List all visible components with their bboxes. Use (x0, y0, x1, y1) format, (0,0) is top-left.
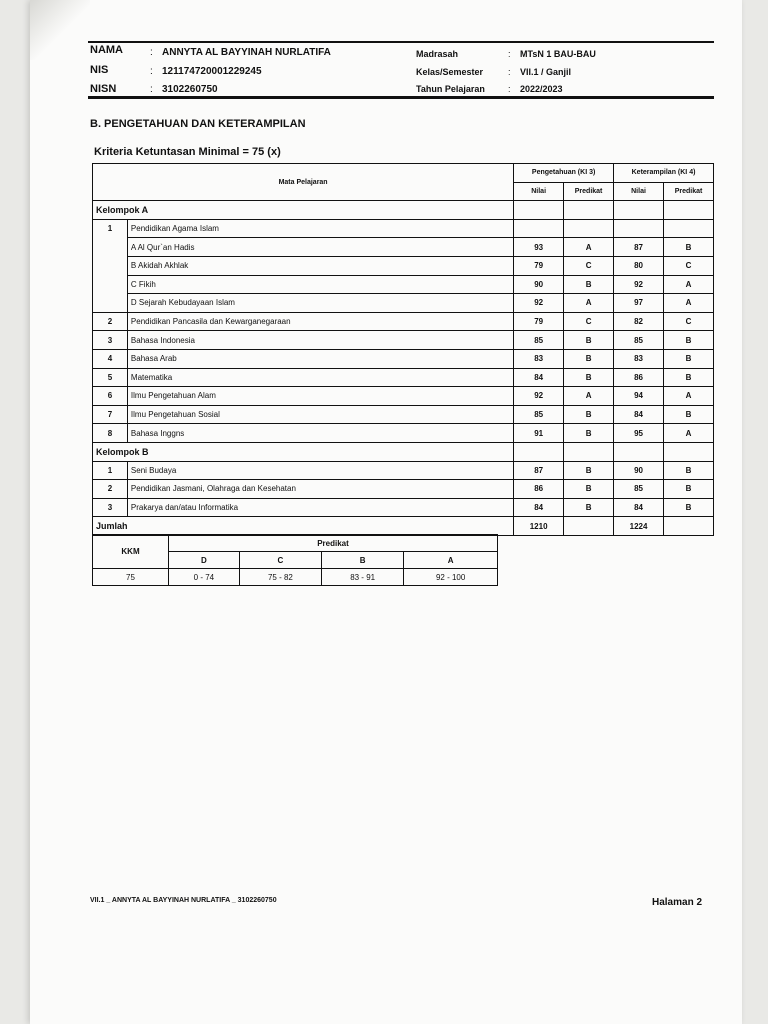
table-row (93, 387, 714, 406)
predikat-ki4: B (664, 498, 714, 517)
nilai-ki3: 93 (514, 238, 564, 257)
row-no: 3 (93, 331, 128, 350)
subject-name: Bahasa Inggns (127, 424, 513, 443)
nilai-ki4: 97 (614, 294, 664, 313)
subject-name: C Fikih (127, 275, 513, 294)
range-b: 83 - 91 (322, 569, 404, 586)
predikat-ki4: C (664, 312, 714, 331)
nilai-ki3: 87 (514, 461, 564, 480)
predikat-ki4: C (664, 256, 714, 275)
predikat-ki3: C (564, 256, 614, 275)
subject-name: Bahasa Arab (127, 349, 513, 368)
tahun-value: 2022/2023 (520, 84, 563, 94)
table-row (93, 349, 714, 368)
subject-name: A Al Qur`an Hadis (127, 238, 513, 257)
predikat-ki3: B (564, 368, 614, 387)
subject-name: Pendidikan Pancasila dan Kewarganegaraan (127, 312, 513, 331)
nilai-ki4: 92 (614, 275, 664, 294)
nisn-colon: : (150, 84, 153, 95)
grade-d: D (169, 552, 240, 569)
nisn-value: 3102260750 (162, 84, 218, 95)
madrasah-value: MTsN 1 BAU-BAU (520, 49, 596, 59)
subject-name: Seni Budaya (127, 461, 513, 480)
nilai-ki3: 79 (514, 312, 564, 331)
row-no: 2 (93, 312, 128, 331)
predikat-ki3: B (564, 331, 614, 350)
predikat-ki3: B (564, 405, 614, 424)
predikat-ki4: B (664, 480, 714, 499)
row-no: 6 (93, 387, 128, 406)
nis-label: NIS (90, 64, 109, 76)
subject-name: D Sejarah Kebudayaan Islam (127, 294, 513, 313)
range-a: 92 - 100 (404, 569, 498, 586)
table-row (93, 275, 714, 294)
table-row (93, 405, 714, 424)
subject-name: Pendidikan Jasmani, Olahraga dan Kesehatan (127, 480, 513, 499)
row-no: 3 (93, 498, 128, 517)
kkm-heading: Kriteria Ketuntasan Minimal = 75 (x) (94, 146, 281, 158)
nilai-ki3: 84 (514, 368, 564, 387)
nilai-ki3: 92 (514, 294, 564, 313)
col-nilai-ki4: Nilai (614, 182, 664, 201)
col-predikat-ki3: Predikat (564, 182, 614, 201)
section-title: B. PENGETAHUAN DAN KETERAMPILAN (90, 118, 306, 130)
page-fold (30, 0, 90, 60)
jumlah-row (93, 517, 714, 536)
nilai-ki3: 91 (514, 424, 564, 443)
row-no: 4 (93, 349, 128, 368)
group-label-a: Kelompok A (93, 201, 514, 220)
predikat-ki3: C (564, 312, 614, 331)
grades-table (92, 163, 714, 536)
predikat-ki3: B (564, 498, 614, 517)
kelas-value: VII.1 / Ganjil (520, 67, 572, 77)
range-d: 0 - 74 (169, 569, 240, 586)
predikat-header: Predikat (169, 535, 498, 552)
table-row (93, 368, 714, 387)
nilai-ki3: 79 (514, 256, 564, 275)
predikat-ki4: A (664, 387, 714, 406)
nama-colon: : (150, 47, 153, 58)
jumlah-ki4: 1224 (614, 517, 664, 536)
col-pengetahuan: Pengetahuan (KI 3) (514, 164, 614, 183)
predikat-ki4: B (664, 405, 714, 424)
range-c: 75 - 82 (239, 569, 321, 586)
subject-name: Bahasa Indonesia (127, 331, 513, 350)
row-no: 2 (93, 480, 128, 499)
col-mata-pelajaran: Mata Pelajaran (93, 164, 514, 201)
nilai-ki4: 84 (614, 498, 664, 517)
kkm-range-row (93, 569, 498, 586)
col-predikat-ki4: Predikat (664, 182, 714, 201)
kkm-header-row (93, 535, 498, 552)
kkm-label: KKM (93, 535, 169, 569)
table-row (93, 312, 714, 331)
subject-name: Matematika (127, 368, 513, 387)
grade-b: B (322, 552, 404, 569)
nisn-label: NISN (90, 83, 117, 95)
row-no: 1 (93, 461, 128, 480)
kelas-label: Kelas/Semester (416, 67, 484, 77)
footer-student-id: VII.1 _ ANNYTA AL BAYYINAH NURLATIFA _ 3102260750 (90, 897, 277, 904)
header-top-rule (88, 41, 714, 43)
table-row (93, 331, 714, 350)
nilai-ki4: 83 (614, 349, 664, 368)
nilai-ki4: 82 (614, 312, 664, 331)
tahun-label: Tahun Pelajaran (416, 84, 485, 94)
tahun-colon: : (508, 84, 511, 94)
kkm-value: 75 (93, 569, 169, 586)
subject-name: Prakarya dan/atau Informatika (127, 498, 513, 517)
grade-a: A (404, 552, 498, 569)
col-keterampilan: Keterampilan (KI 4) (614, 164, 714, 183)
group-label-b: Kelompok B (93, 442, 514, 461)
group-row-b (93, 442, 714, 461)
kelas-colon: : (508, 67, 511, 77)
nilai-ki4: 87 (614, 238, 664, 257)
nilai-ki4: 85 (614, 331, 664, 350)
table-header-row (93, 164, 714, 183)
nilai-ki4: 80 (614, 256, 664, 275)
nama-label: NAMA (90, 44, 123, 56)
predikat-ki4: B (664, 368, 714, 387)
row-no: 7 (93, 405, 128, 424)
predikat-ki4: B (664, 461, 714, 480)
kkm-table (92, 534, 498, 586)
nilai-ki3: 83 (514, 349, 564, 368)
madrasah-label: Madrasah (416, 49, 459, 59)
nilai-ki4: 94 (614, 387, 664, 406)
predikat-ki4: B (664, 238, 714, 257)
table-row (93, 461, 714, 480)
table-row (93, 256, 714, 275)
subject-name: Ilmu Pengetahuan Alam (127, 387, 513, 406)
predikat-ki3: B (564, 275, 614, 294)
nilai-ki4: 84 (614, 405, 664, 424)
subject-name: Pendidikan Agama Islam (127, 219, 513, 238)
predikat-ki3: B (564, 349, 614, 368)
header-bottom-rule (88, 96, 714, 99)
predikat-ki3: A (564, 294, 614, 313)
table-row (93, 294, 714, 313)
jumlah-label: Jumlah (93, 517, 514, 536)
predikat-ki3: B (564, 480, 614, 499)
predikat-ki4: A (664, 294, 714, 313)
nis-value: 121174720001229245 (162, 66, 262, 77)
row-no: 8 (93, 424, 128, 443)
nilai-ki3: 85 (514, 331, 564, 350)
nama-value: ANNYTA AL BAYYINAH NURLATIFA (162, 47, 331, 58)
nilai-ki3: 92 (514, 387, 564, 406)
row-no: 1 (93, 219, 128, 312)
predikat-ki4: B (664, 349, 714, 368)
predikat-ki4: A (664, 275, 714, 294)
predikat-ki4: B (664, 331, 714, 350)
nilai-ki3: 86 (514, 480, 564, 499)
nilai-ki3: 90 (514, 275, 564, 294)
row-no: 5 (93, 368, 128, 387)
nilai-ki3: 85 (514, 405, 564, 424)
col-nilai-ki3: Nilai (514, 182, 564, 201)
grade-c: C (239, 552, 321, 569)
subject-name: Ilmu Pengetahuan Sosial (127, 405, 513, 424)
nilai-ki3: 84 (514, 498, 564, 517)
nilai-ki4: 85 (614, 480, 664, 499)
nilai-ki4: 86 (614, 368, 664, 387)
predikat-ki3: A (564, 238, 614, 257)
table-row (93, 219, 714, 238)
madrasah-colon: : (508, 49, 511, 59)
jumlah-ki3: 1210 (514, 517, 564, 536)
table-row (93, 480, 714, 499)
nilai-ki4: 90 (614, 461, 664, 480)
table-row (93, 238, 714, 257)
table-row (93, 498, 714, 517)
predikat-ki4: A (664, 424, 714, 443)
group-row-a (93, 201, 714, 220)
nis-colon: : (150, 66, 153, 77)
predikat-ki3: A (564, 387, 614, 406)
subject-name: B Akidah Akhlak (127, 256, 513, 275)
footer-page-number: Halaman 2 (652, 897, 703, 908)
table-row (93, 424, 714, 443)
nilai-ki4: 95 (614, 424, 664, 443)
predikat-ki3: B (564, 461, 614, 480)
predikat-ki3: B (564, 424, 614, 443)
